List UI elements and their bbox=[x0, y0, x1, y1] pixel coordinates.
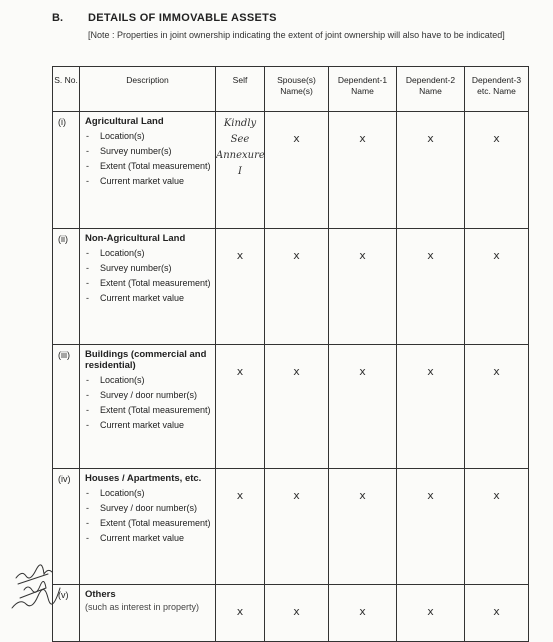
table-row bbox=[53, 345, 529, 469]
row-category: Others bbox=[85, 589, 116, 600]
spouse-value: x bbox=[265, 112, 329, 229]
table-row bbox=[53, 229, 529, 345]
row-description bbox=[80, 585, 216, 642]
spouse-value: x bbox=[265, 469, 329, 585]
self-value: Kindly See Annexure I bbox=[216, 112, 265, 229]
dependent-3-value: x bbox=[465, 585, 529, 642]
list-item: - Current market value bbox=[85, 420, 211, 431]
header-dependent-1: Dependent-1 Name bbox=[329, 67, 397, 112]
dependent-1-value: x bbox=[329, 345, 397, 469]
dependent-2-value: x bbox=[397, 112, 465, 229]
row-description bbox=[80, 345, 216, 469]
header-description: Description bbox=[80, 67, 216, 112]
row-description bbox=[80, 229, 216, 345]
row-sno: (iii) bbox=[53, 345, 80, 469]
table-header-row bbox=[53, 67, 529, 112]
row-category: Buildings (commercial and residential) bbox=[85, 349, 207, 371]
self-value: x bbox=[216, 469, 265, 585]
row-description bbox=[80, 469, 216, 585]
row-subtitle: (such as interest in property) bbox=[85, 602, 200, 612]
list-item: - Location(s) bbox=[85, 131, 211, 142]
row-item-list bbox=[85, 248, 211, 304]
list-item: - Location(s) bbox=[85, 375, 211, 386]
section-letter: B. bbox=[52, 12, 63, 24]
table-row bbox=[53, 469, 529, 585]
dependent-2-value: x bbox=[397, 229, 465, 345]
spouse-value: x bbox=[265, 585, 329, 642]
row-item-list bbox=[85, 131, 211, 187]
dependent-3-value: x bbox=[465, 345, 529, 469]
header-dependent-2: Dependent-2 Name bbox=[397, 67, 465, 112]
self-value: x bbox=[216, 585, 265, 642]
list-item: - Extent (Total measurement) bbox=[85, 278, 211, 289]
list-item: - Extent (Total measurement) bbox=[85, 518, 211, 529]
header-dependent-3: Dependent-3 etc. Name bbox=[465, 67, 529, 112]
row-description bbox=[80, 112, 216, 229]
row-item-list bbox=[85, 375, 211, 431]
immovable-assets-table bbox=[52, 66, 529, 642]
dependent-1-value: x bbox=[329, 229, 397, 345]
list-item: - Survey number(s) bbox=[85, 146, 211, 157]
list-item: - Survey number(s) bbox=[85, 263, 211, 274]
dependent-3-value: x bbox=[465, 229, 529, 345]
self-value: x bbox=[216, 229, 265, 345]
list-item: - Extent (Total measurement) bbox=[85, 405, 211, 416]
signature-scribble-icon bbox=[8, 560, 68, 620]
dependent-2-value: x bbox=[397, 585, 465, 642]
self-value: x bbox=[216, 345, 265, 469]
row-sno: (v) bbox=[53, 585, 80, 642]
spouse-value: x bbox=[265, 229, 329, 345]
row-category: Agricultural Land bbox=[85, 116, 164, 127]
dependent-3-value: x bbox=[465, 112, 529, 229]
list-item: - Current market value bbox=[85, 533, 211, 544]
section-note: [Note : Properties in joint ownership indicating the extent of joint ownership will also have to be indicated] bbox=[88, 30, 505, 40]
dependent-1-value: x bbox=[329, 585, 397, 642]
list-item: - Location(s) bbox=[85, 488, 211, 499]
table-row bbox=[53, 112, 529, 229]
header-spouse: Spouse(s) Name(s) bbox=[265, 67, 329, 112]
handwritten-signature bbox=[8, 560, 68, 620]
dependent-2-value: x bbox=[397, 469, 465, 585]
header-sno: S. No. bbox=[53, 67, 80, 112]
list-item: - Location(s) bbox=[85, 248, 211, 259]
header-self: Self bbox=[216, 67, 265, 112]
row-sno: (i) bbox=[53, 112, 80, 229]
list-item: - Survey / door number(s) bbox=[85, 390, 211, 401]
section-title: DETAILS OF IMMOVABLE ASSETS bbox=[88, 12, 277, 24]
row-sno: (ii) bbox=[53, 229, 80, 345]
dependent-1-value: x bbox=[329, 469, 397, 585]
dependent-1-value: x bbox=[329, 112, 397, 229]
list-item: - Current market value bbox=[85, 293, 211, 304]
list-item: - Extent (Total measurement) bbox=[85, 161, 211, 172]
row-category: Non-Agricultural Land bbox=[85, 233, 186, 244]
row-category: Houses / Apartments, etc. bbox=[85, 473, 202, 484]
table-row bbox=[53, 585, 529, 642]
list-item: - Survey / door number(s) bbox=[85, 503, 211, 514]
dependent-3-value: x bbox=[465, 469, 529, 585]
row-sno: (iv) bbox=[53, 469, 80, 585]
spouse-value: x bbox=[265, 345, 329, 469]
list-item: - Current market value bbox=[85, 176, 211, 187]
dependent-2-value: x bbox=[397, 345, 465, 469]
row-item-list bbox=[85, 488, 211, 544]
